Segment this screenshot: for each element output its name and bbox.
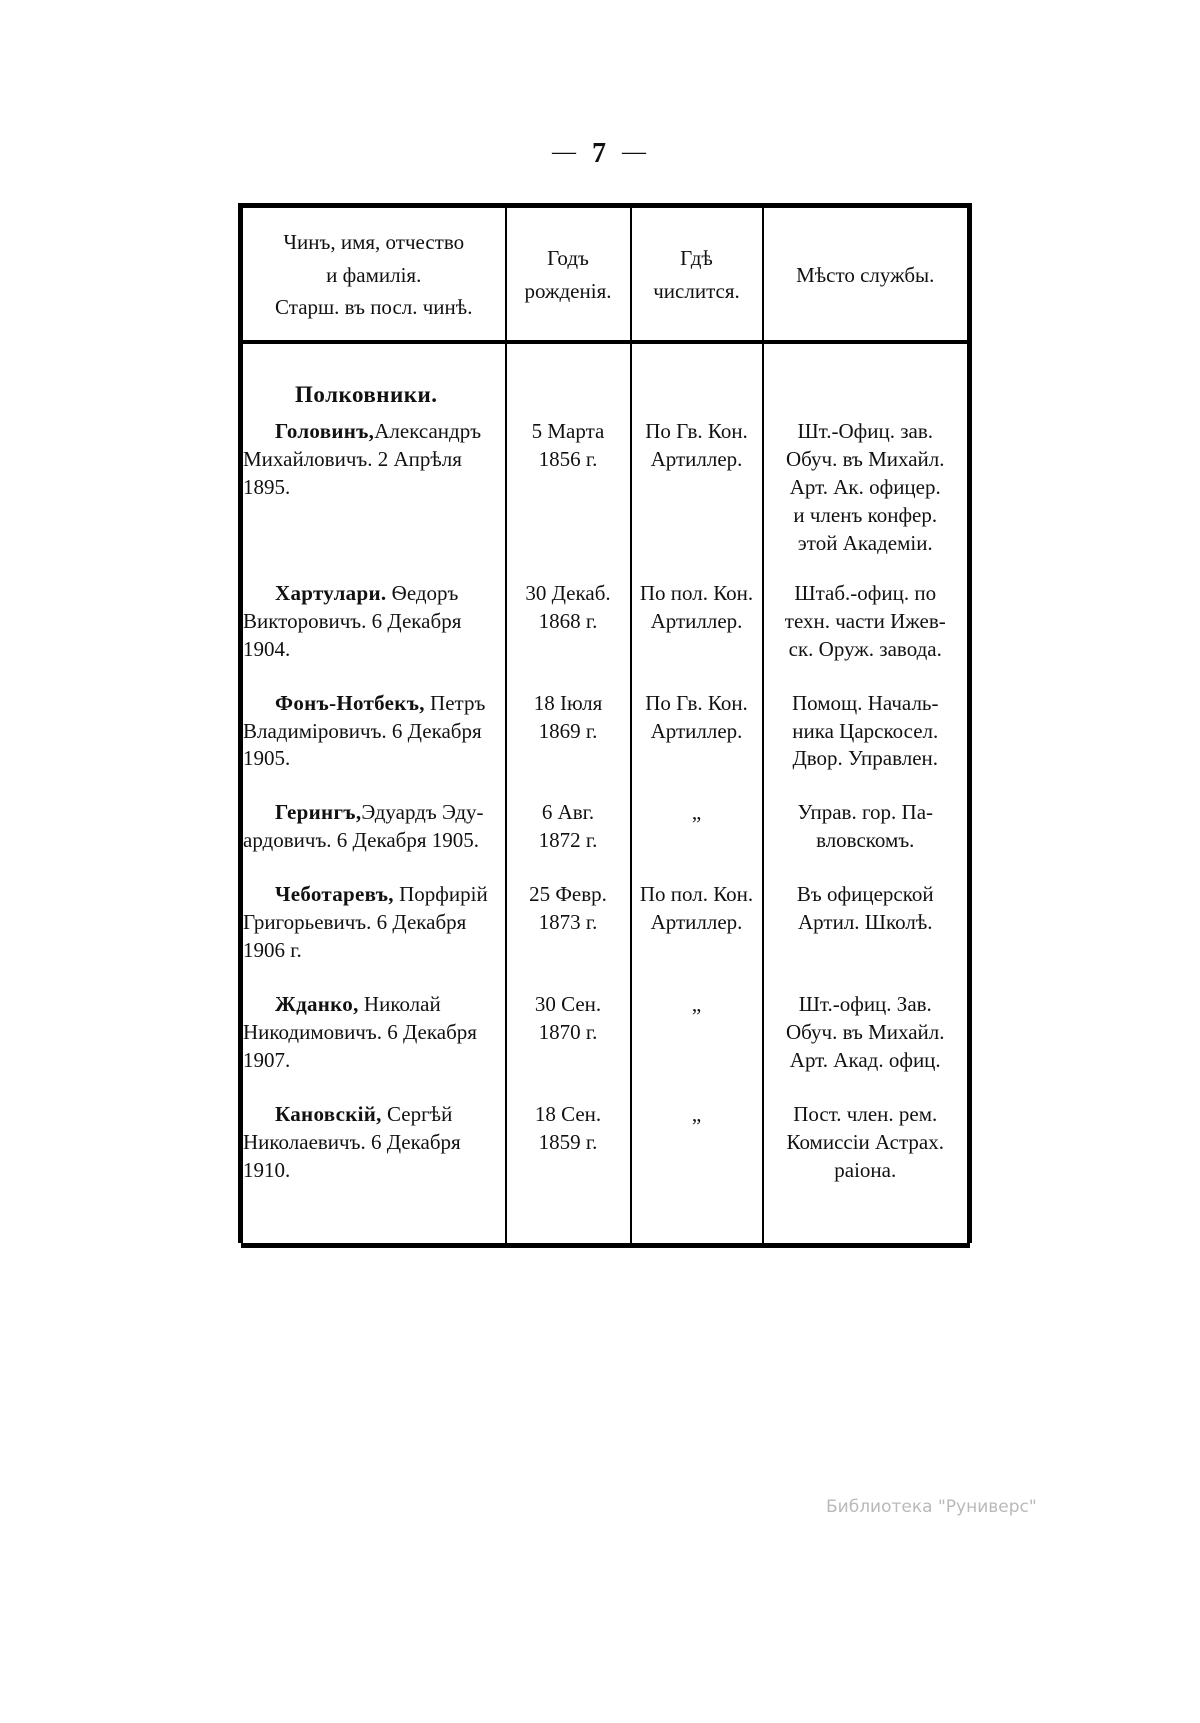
row-service-cell: [763, 881, 970, 965]
service-line-1: Шт.-Офиц. зав.: [797, 419, 934, 444]
row-birthyear-cell: [506, 991, 631, 1075]
row-listed-cell: [631, 1101, 763, 1185]
officer-name-rest: Порфирій Григорьевичъ. 6 Декабря 1906 г.: [243, 882, 488, 963]
table-row: [241, 418, 970, 558]
row-spacer-c4: [763, 664, 970, 690]
listed-line-1: „: [691, 991, 702, 1016]
row-spacer: [241, 773, 970, 799]
row-spacer-c3: [631, 773, 763, 799]
section-title-service: [763, 342, 970, 419]
row-listed-cell: [631, 799, 763, 855]
row-spacer-c1: [241, 855, 506, 881]
column-header-birthyear: [506, 206, 631, 342]
page-number-value: 7: [592, 138, 608, 169]
row-birthyear-cell: [506, 881, 631, 965]
column-header-service-place-line1: Мѣсто службы.: [796, 262, 935, 287]
column-header-name-line1: Чинъ, имя, отчество: [283, 230, 465, 254]
officer-surname: Жданко,: [275, 991, 359, 1016]
row-birthyear-cell: [506, 580, 631, 664]
table-row: [241, 1101, 970, 1185]
table-row: [241, 881, 970, 965]
row-service-cell: [763, 991, 970, 1075]
row-birthyear-cell: [506, 690, 631, 774]
service-line-1: Пост. член. рем.: [793, 1101, 938, 1126]
service-line-2: техн. части Ижев-: [784, 608, 946, 633]
row-spacer-c4: [763, 1075, 970, 1101]
service-line-3: Арт. Ак. офицер.: [789, 475, 941, 500]
birth-line-1: 5 Марта: [531, 419, 605, 444]
service-line-5: этой Академіи.: [797, 530, 933, 555]
row-spacer-c2: [506, 664, 631, 690]
service-line-3: ск. Оруж. завода.: [788, 636, 942, 661]
officer-name-rest: Петръ Владиміровичъ. 6 Декабря 1905.: [243, 690, 486, 771]
service-line-2: вловскомъ.: [816, 828, 915, 853]
table-bottom-spacer-c2: [506, 1185, 631, 1243]
page-number-dash-right: —: [622, 139, 648, 165]
listed-line-2: Артиллер.: [650, 608, 743, 633]
row-spacer-c3: [631, 855, 763, 881]
officer-surname: Герингъ,: [275, 800, 362, 825]
table-bottom-spacer: [241, 1185, 970, 1243]
column-header-birthyear-line2: рожденія.: [524, 278, 612, 303]
row-birthyear-cell: [506, 1101, 631, 1185]
row-name-cell: [241, 580, 506, 664]
row-service-cell: [763, 580, 970, 664]
listed-line-1: По пол. Кон.: [639, 580, 754, 605]
row-service-cell: [763, 799, 970, 855]
listed-line-1: „: [691, 1101, 702, 1126]
service-line-3: раіона.: [834, 1157, 897, 1182]
birth-line-1: 18 Сен.: [534, 1101, 602, 1126]
service-line-3: Арт. Акад. офиц.: [789, 1047, 941, 1072]
officer-surname: Чеботаревъ,: [275, 882, 394, 907]
table-row: [241, 690, 970, 774]
section-title-row: [241, 342, 970, 419]
column-header-service-place: [763, 206, 970, 342]
row-spacer-c2: [506, 558, 631, 580]
row-service-cell: [763, 418, 970, 558]
library-watermark: Библиотека "Руниверс": [826, 1497, 1037, 1517]
section-title-birthyear: [506, 342, 631, 419]
row-spacer-c2: [506, 773, 631, 799]
table-row: [241, 580, 970, 664]
row-spacer-c2: [506, 965, 631, 991]
row-spacer-c2: [506, 855, 631, 881]
table-row: [241, 799, 970, 855]
row-service-cell: [763, 690, 970, 774]
officer-surname: Фонъ-Нотбекъ,: [275, 690, 425, 715]
birth-line-2: 1856 г.: [538, 447, 598, 472]
table-bottom-spacer-c3: [631, 1185, 763, 1243]
row-spacer: [241, 965, 970, 991]
row-spacer-c2: [506, 1075, 631, 1101]
column-header-listed-line1: Гдѣ: [680, 246, 713, 271]
section-title-listed: [631, 342, 763, 419]
service-line-1: Шт.-офиц. Зав.: [798, 991, 932, 1016]
table-bottom-border: [241, 1243, 970, 1246]
officer-name-rest: Николай Никодимовичъ. 6 Декабря 1907.: [243, 991, 477, 1072]
service-line-2: ника Царскосел.: [792, 718, 939, 743]
row-name-cell: [241, 799, 506, 855]
column-header-name: [241, 206, 506, 342]
row-listed-cell: [631, 690, 763, 774]
listed-line-2: Артиллер.: [650, 718, 743, 743]
column-header-listed: [631, 206, 763, 342]
service-line-3: Двор. Управлен.: [792, 746, 939, 771]
row-birthyear-cell: [506, 799, 631, 855]
service-line-2: Обуч. въ Михайл.: [785, 447, 945, 472]
row-spacer-c4: [763, 558, 970, 580]
listed-line-2: Артиллер.: [650, 910, 743, 935]
birth-line-1: 25 Февр.: [529, 882, 607, 907]
birth-line-2: 1869 г.: [538, 718, 598, 743]
service-line-1: Въ офицерской: [796, 882, 934, 907]
service-line-1: Штаб.-офиц. по: [794, 580, 937, 605]
row-spacer-c4: [763, 965, 970, 991]
row-service-cell: [763, 1101, 970, 1185]
listed-line-2: Артиллер.: [650, 447, 743, 472]
officer-name-rest: Эдуардъ Эду-ардовичъ. 6 Декабря 1905.: [243, 800, 484, 853]
row-spacer-c3: [631, 664, 763, 690]
row-spacer-c1: [241, 965, 506, 991]
row-listed-cell: [631, 580, 763, 664]
row-name-cell: [241, 418, 506, 558]
row-listed-cell: [631, 418, 763, 558]
row-listed-cell: [631, 991, 763, 1075]
column-header-birthyear-line1: Годъ: [547, 246, 589, 271]
listed-line-1: По Гв. Кон.: [645, 690, 748, 715]
service-line-2: Комиссіи Астрах.: [786, 1129, 945, 1154]
birth-line-1: 18 Іюля: [533, 690, 603, 715]
row-spacer: [241, 558, 970, 580]
service-line-1: Управ. гор. Па-: [797, 800, 934, 825]
service-line-2: Обуч. въ Михайл.: [785, 1019, 945, 1044]
officer-surname: Кановскій,: [275, 1101, 382, 1126]
row-spacer-c1: [241, 558, 506, 580]
column-header-listed-line2: числится.: [653, 278, 740, 303]
officer-surname: Головинъ,: [275, 419, 375, 444]
page-number-dash-left: —: [552, 139, 578, 165]
column-header-name-line2: и фамилія.: [326, 262, 422, 287]
officer-surname: Хартулари.: [275, 580, 387, 605]
rank-section-title: Полковники.: [295, 381, 438, 407]
row-spacer-c3: [631, 965, 763, 991]
column-header-name-line3: Старш. въ посл. чинѣ.: [275, 295, 473, 320]
row-listed-cell: [631, 881, 763, 965]
birth-line-1: 30 Декаб.: [525, 580, 611, 605]
row-name-cell: [241, 881, 506, 965]
officers-register-table: [238, 203, 972, 1248]
officer-name-rest: Александръ Михайловичъ. 2 Апрѣля 1895.: [243, 419, 482, 500]
table-bottom-spacer-c4: [763, 1185, 970, 1243]
service-line-2: Артил. Школѣ.: [798, 910, 933, 935]
row-spacer-c1: [241, 664, 506, 690]
officer-name-rest: Сергѣй Николаевичъ. 6 Декабря 1910.: [243, 1101, 461, 1182]
table-header-row: [241, 206, 970, 342]
birth-line-1: 30 Сен.: [534, 991, 602, 1016]
officer-name-rest: Ѳедоръ Викторовичъ. 6 Декабря 1904.: [243, 580, 462, 661]
row-spacer-c3: [631, 1075, 763, 1101]
row-spacer: [241, 1075, 970, 1101]
birth-line-2: 1872 г.: [538, 828, 598, 853]
row-spacer-c3: [631, 558, 763, 580]
row-spacer: [241, 664, 970, 690]
row-spacer-c1: [241, 773, 506, 799]
row-birthyear-cell: [506, 418, 631, 558]
page-number: [0, 138, 1200, 170]
birth-line-2: 1870 г.: [538, 1019, 598, 1044]
birth-line-2: 1859 г.: [538, 1129, 598, 1154]
row-name-cell: [241, 1101, 506, 1185]
birth-line-2: 1873 г.: [538, 910, 598, 935]
row-spacer: [241, 855, 970, 881]
listed-line-1: По Гв. Кон.: [645, 419, 748, 444]
listed-line-1: „: [691, 800, 702, 825]
service-line-4: и членъ конфер.: [793, 502, 938, 527]
listed-line-1: По пол. Кон.: [639, 882, 754, 907]
row-spacer-c4: [763, 855, 970, 881]
table-bottom-spacer-c1: [241, 1185, 506, 1243]
row-spacer-c4: [763, 773, 970, 799]
service-line-1: Помощ. Началь-: [792, 690, 939, 715]
table-bottom-border-row: [241, 1243, 970, 1246]
row-name-cell: [241, 991, 506, 1075]
section-title-cell: [241, 342, 506, 419]
birth-line-1: 6 Авг.: [541, 800, 595, 825]
table-row: [241, 991, 970, 1075]
row-spacer-c1: [241, 1075, 506, 1101]
row-name-cell: [241, 690, 506, 774]
birth-line-2: 1868 г.: [538, 608, 598, 633]
